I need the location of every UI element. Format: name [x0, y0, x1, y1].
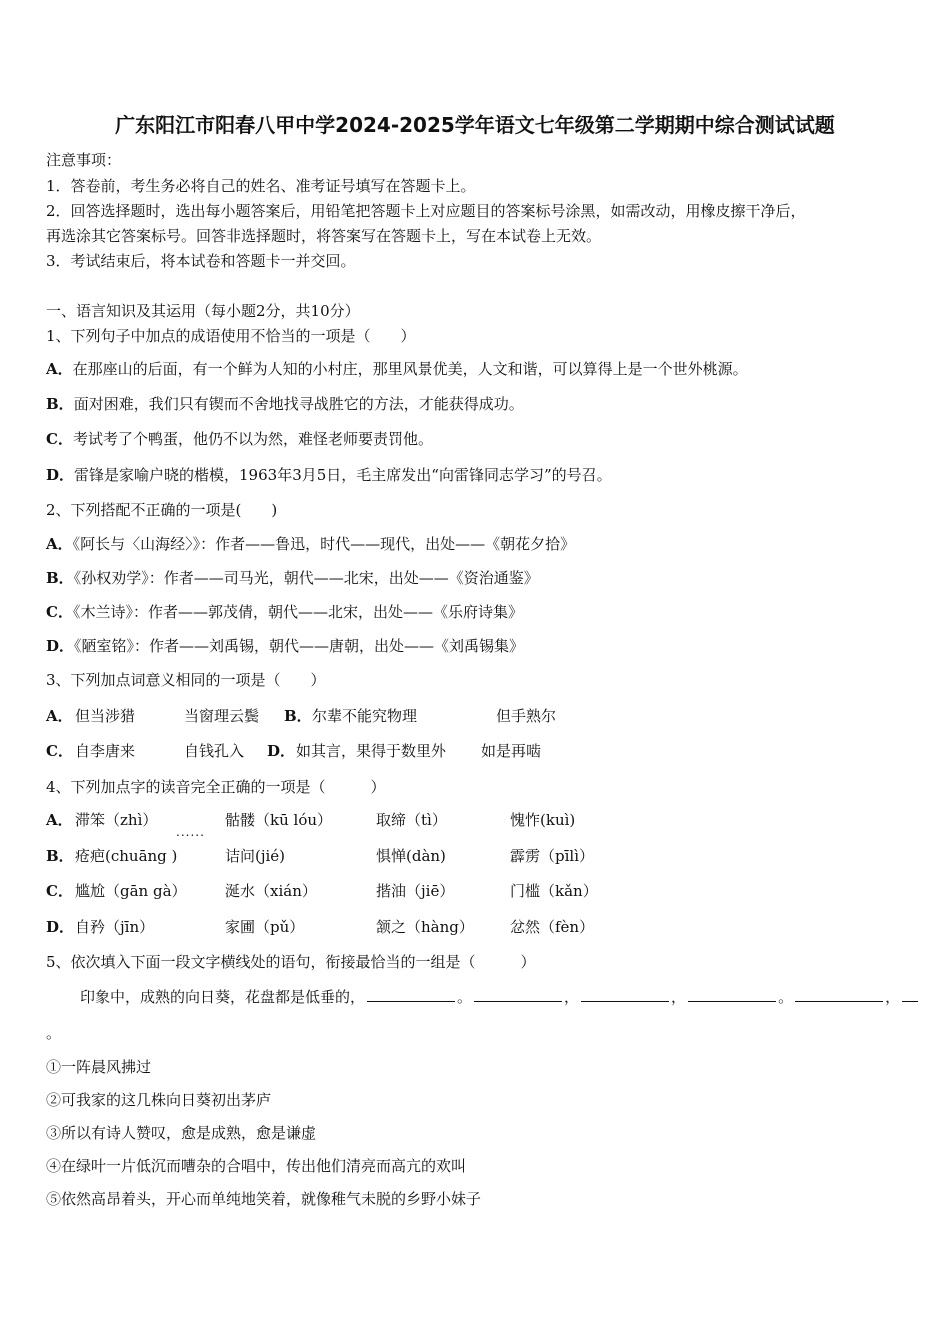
option-text: 尔辈不能究物理 — [312, 707, 418, 725]
option-label: C． — [46, 430, 73, 448]
choice-item: ③所以有诗人赞叹，愈是成熟，愈是谦虚 — [46, 1124, 317, 1142]
question-stem: 4、下列加点字的读音完全正确的一项是（ ） — [46, 778, 386, 796]
option-text: 《孙权劝学》：作者——司马光，朝代——北宋，出处——《资治通鉴》 — [73, 569, 539, 587]
option — [46, 534, 575, 554]
option — [46, 568, 539, 588]
pinyin-item: 揩油（jiē） — [376, 882, 455, 900]
option-text: 在那座山的后面，有一个鲜为人知的小村庄，那里风景优美，人文和谐，可以算得上是一个世外桃源。 — [72, 360, 748, 378]
note-item: 3．考试结束后，将本试卷和答题卡一并交回。 — [46, 252, 356, 270]
pinyin-item: 霹雳（pīlì） — [510, 847, 594, 865]
pinyin-item: 尴尬（gān gà） — [75, 882, 187, 900]
pinyin-item: 疮疤(chuāng ) — [75, 847, 178, 865]
pinyin-item: 涎水（xián） — [225, 882, 317, 900]
note-item: 2．回答选择题时，选出每小题答案后，用铅笔把答题卡上对应题目的答案标号涂黑，如需改动，用橡皮擦干净后， — [46, 202, 806, 220]
option — [46, 394, 524, 414]
option-text: 当窗理云鬓 — [184, 707, 260, 725]
question-stem: 2、下列搭配不正确的一项是( ) — [46, 501, 278, 519]
choice-item: ⑤依然高昂着头，开心而单纯地笑着，就像稚气未脱的乡野小妹子 — [46, 1190, 482, 1208]
option-label: A． — [46, 811, 73, 829]
option-text: 如其言，果得于数里外 — [296, 742, 447, 760]
pinyin-item: 忿然（fèn） — [510, 918, 595, 936]
option-label: B． — [46, 395, 74, 413]
pinyin-item: 自矜（jīn） — [75, 918, 155, 936]
pinyin-item: 门槛（kǎn） — [510, 882, 598, 900]
choice-item: ④在绿叶一片低沉而嘈杂的合唱中，传出他们清亮而高亢的欢叫 — [46, 1157, 467, 1175]
option-label: B． — [46, 569, 74, 587]
passage: 印象中，成熟的向日葵，花盘都是低垂的， 。 ， ， 。 ， — [80, 987, 920, 1007]
option-label: A． — [46, 360, 73, 378]
fill-blank[interactable] — [902, 987, 918, 1002]
option-text: 雷锋是家喻户晓的楷模，1963年3月5日，毛主席发出“向雷锋同志学习”的号召。 — [74, 466, 612, 484]
option-text: 如是再啮 — [481, 742, 542, 760]
option-label: A． — [46, 707, 73, 725]
pinyin-item: 颔之（hàng） — [376, 918, 474, 936]
option-label: B． — [46, 847, 74, 865]
option-label: C． — [46, 603, 73, 621]
option-text: 面对困难，我们只有锲而不舍地找寻战胜它的方法，才能获得成功。 — [73, 395, 524, 413]
question-stem: 3、下列加点词意义相同的一项是（ ） — [46, 671, 326, 689]
page-title: 广东阳江市阳春八甲中学2024-2025学年语文七年级第二学期期中综合测试试题 — [115, 113, 835, 137]
option-text: 考试考了个鸭蛋，他仍不以为然，难怪老师要责罚他。 — [72, 430, 433, 448]
pinyin-item: 家圃（pǔ） — [225, 918, 305, 936]
option-text: 自钱孔入 — [184, 742, 245, 760]
option-label: D． — [46, 466, 75, 484]
option — [46, 465, 612, 485]
fill-blank[interactable] — [474, 987, 562, 1002]
fill-blank[interactable] — [795, 987, 883, 1002]
fill-blank[interactable] — [581, 987, 669, 1002]
option-label: C． — [46, 882, 73, 900]
note-item: 再选涂其它答案标号。回答非选择题时，将答案写在答题卡上，写在本试卷上无效。 — [46, 227, 602, 245]
option-label: D． — [46, 918, 75, 936]
option-text: 《陋室铭》：作者——刘禹锡，朝代——唐朝，出处——《刘禹锡集》 — [74, 637, 525, 655]
note-item: 1．答卷前，考生务必将自己的姓名、准考证号填写在答题卡上。 — [46, 177, 476, 195]
question-stem: 5、依次填入下面一段文字横线处的语句，衔接最恰当的一组是（ ） — [46, 953, 536, 971]
option-text: 《木兰诗》：作者——郭茂倩，朝代——北宋，出处——《乐府诗集》 — [72, 603, 523, 621]
option-text: 但手熟尔 — [496, 707, 557, 725]
option-label: A． — [46, 535, 73, 553]
fill-blank[interactable] — [367, 987, 455, 1002]
option — [46, 636, 524, 656]
emphasis-dots: ...... — [176, 825, 205, 839]
option — [46, 602, 523, 622]
passage-end: 。 — [46, 1024, 62, 1042]
option — [46, 359, 748, 379]
option-label: D． — [46, 637, 75, 655]
option-text: 《阿长与〈山海经〉》：作者——鲁迅，时代——现代，出处——《朝花夕拾》 — [72, 535, 576, 553]
option-label: D． — [267, 742, 296, 760]
option-label: C． — [46, 742, 73, 760]
choice-item: ①一阵晨风拂过 — [46, 1058, 152, 1076]
choice-item: ②可我家的这几株向日葵初出茅庐 — [46, 1091, 272, 1109]
pinyin-item: 滞笨（zhì） — [75, 811, 158, 829]
notes-heading: 注意事项： — [46, 151, 122, 169]
fill-blank[interactable] — [688, 987, 776, 1002]
question-stem: 1、下列句子中加点的成语使用不恰当的一项是（ ） — [46, 327, 416, 345]
option-text: 自李唐来 — [75, 742, 136, 760]
option-label: B． — [284, 707, 312, 725]
option-text: 但当涉猎 — [75, 707, 136, 725]
pinyin-item: 惧惮(dàn) — [376, 847, 446, 865]
pinyin-item: 诘问(jié) — [225, 847, 286, 865]
section-heading: 一、语言知识及其运用（每小题2分，共10分） — [46, 302, 360, 320]
pinyin-item: 骷髅（kū lóu） — [225, 811, 333, 829]
option — [46, 429, 433, 449]
pinyin-item: 取缔（tì） — [376, 811, 447, 829]
passage-text: 印象中，成熟的向日葵，花盘都是低垂的， — [80, 988, 366, 1006]
pinyin-item: 愧怍(kuì) — [510, 811, 576, 829]
